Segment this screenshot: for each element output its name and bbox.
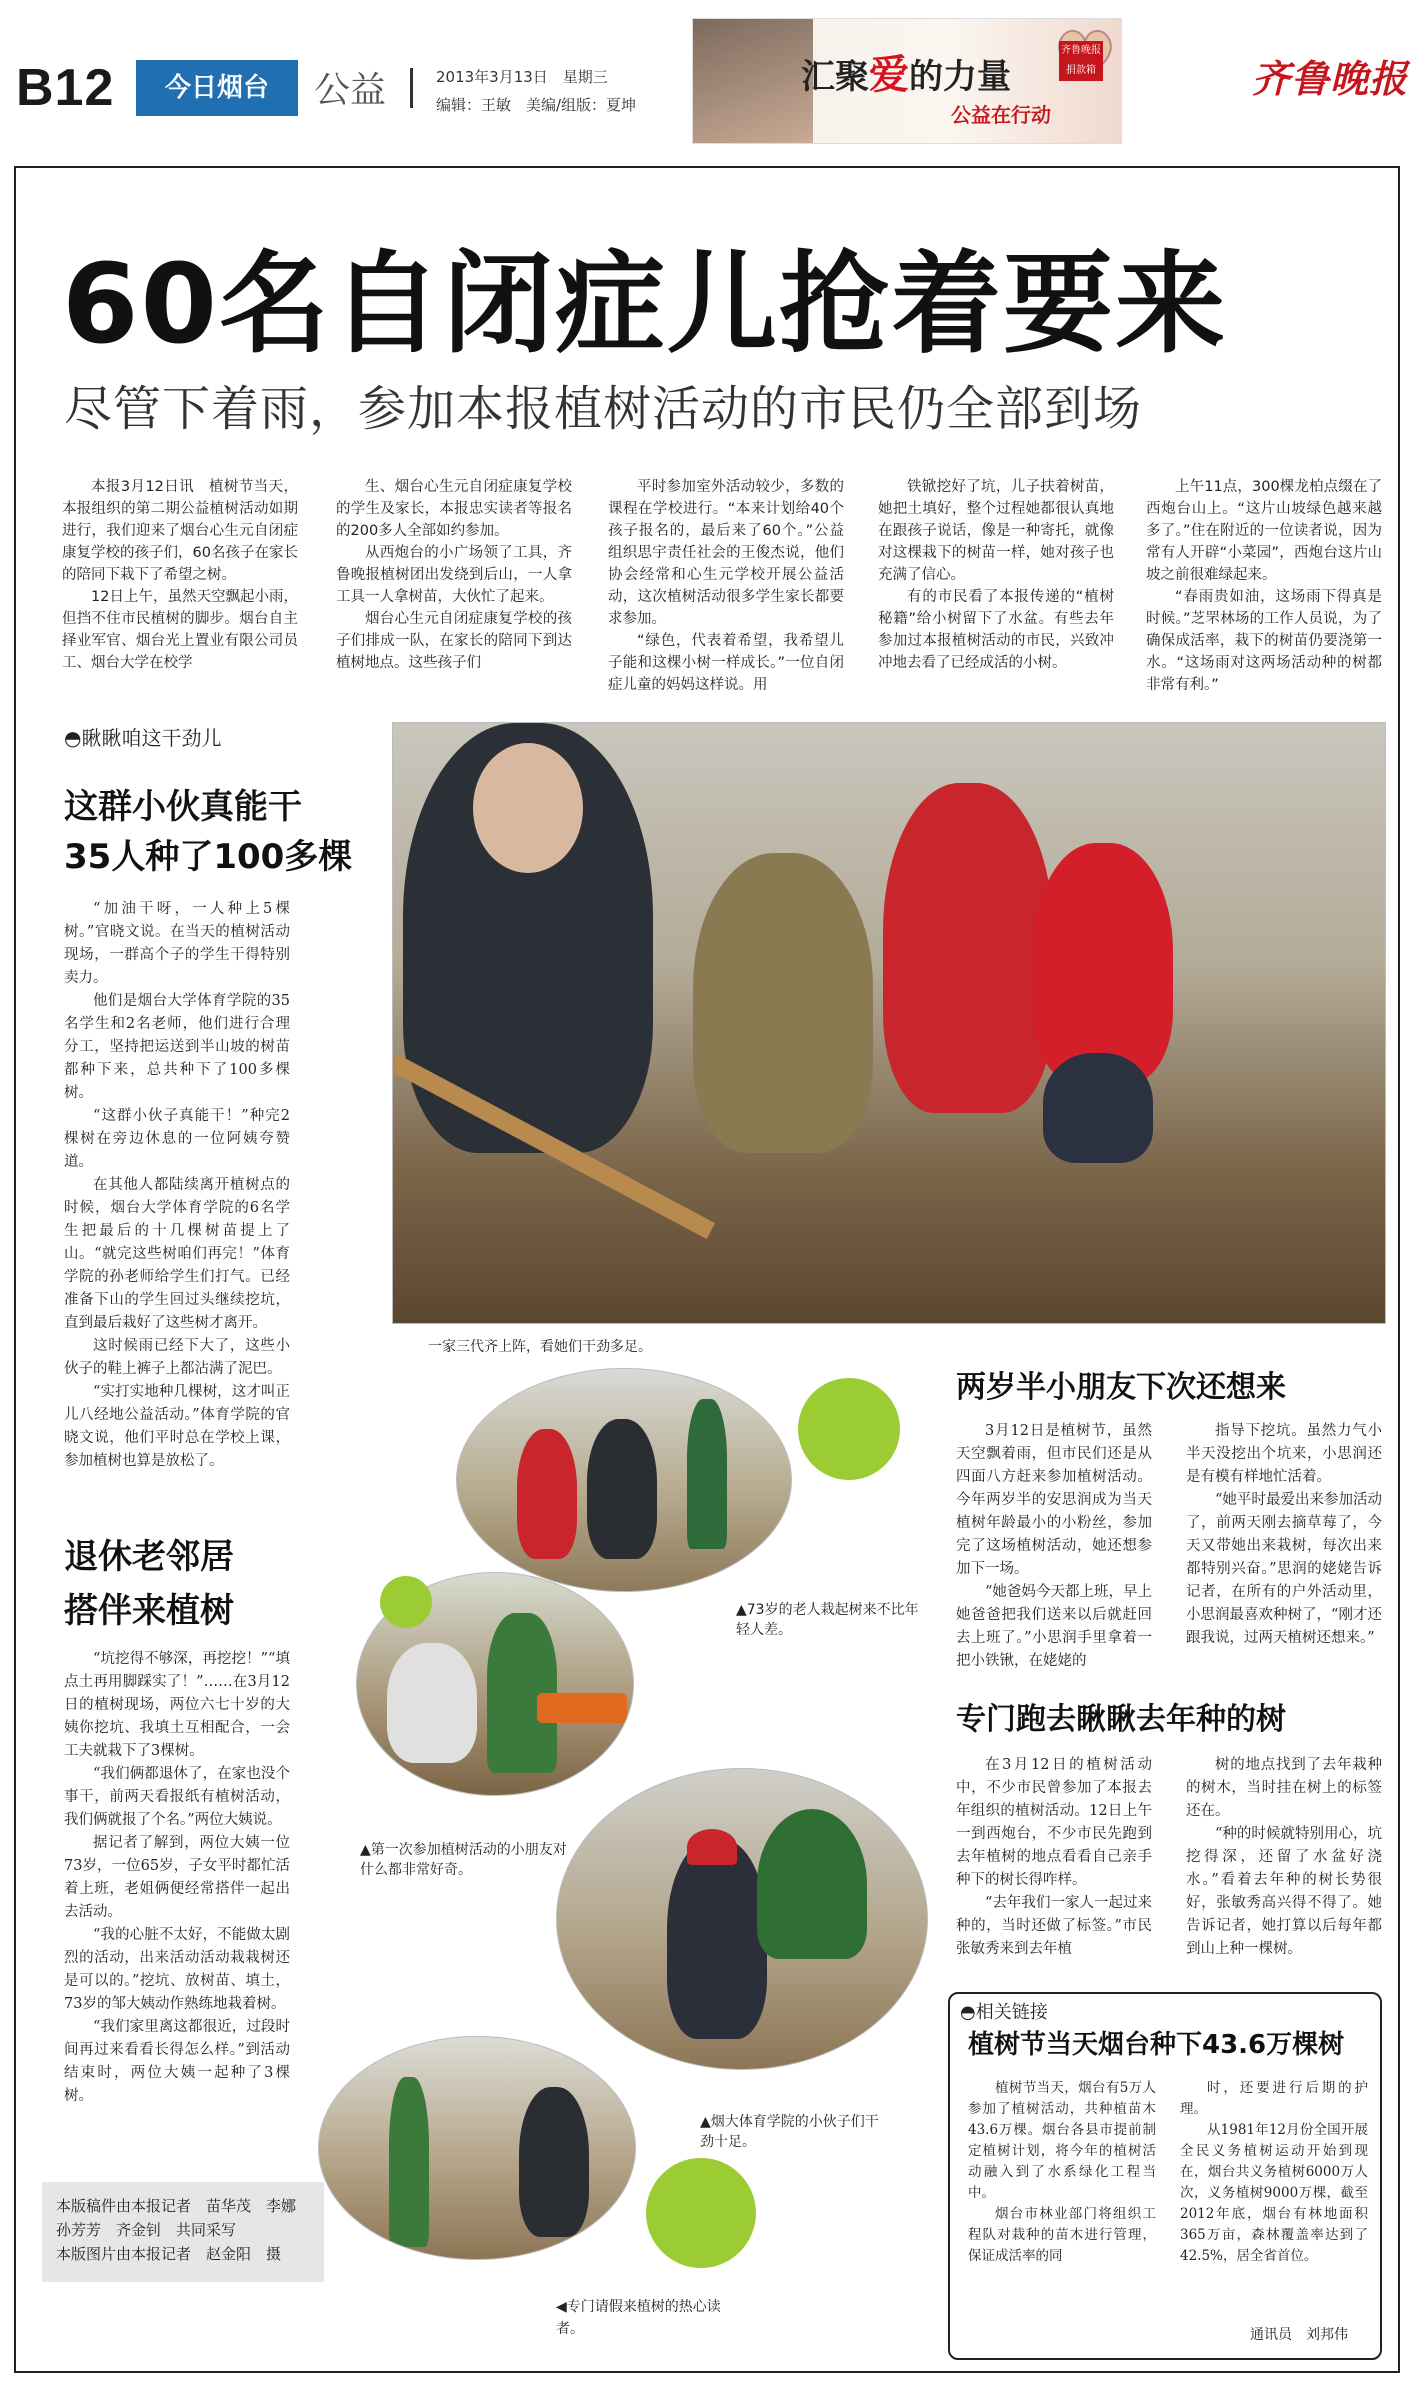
paragraph: “我们俩都退休了，在家也没个事干，前两天看报纸有植树活动，我们俩就报了个名。”两位大姨说。 xyxy=(64,1766,290,1828)
newspaper-logo: 齐鲁晚报 xyxy=(1252,56,1409,101)
caption-students: ▲烟大体育学院的小伙子们干劲十足。 xyxy=(700,2114,879,2150)
charity-banner xyxy=(692,18,1122,144)
intro-column-2 xyxy=(336,476,572,674)
paragraph: 从西炮台的小广场领了工具，齐鲁晚报植树团出发绕到后山，一人拿工具一人拿树苗，大伙忙了起来。 xyxy=(336,545,572,605)
photo-bucket xyxy=(537,1693,627,1723)
section-name: 公益 xyxy=(314,70,387,111)
paragraph: 指导下挖坑。虽然力气小半天没挖出个坑来，小思润还是有模有样地忙活着。 xyxy=(1186,1423,1382,1485)
paragraph: 烟台心生元自闭症康复学校的孩子们排成一队，在家长的陪同下到达植树地点。这些孩子们 xyxy=(336,611,572,671)
editor-line: 编辑：王敏 美编/组版：夏坤 xyxy=(436,96,637,114)
photo-cap xyxy=(687,1829,737,1865)
banner-title: 汇聚爱的力量 xyxy=(801,52,1011,98)
intro-column-3 xyxy=(608,476,844,696)
story-title-line-2: 35人种了100多棵 xyxy=(64,837,353,877)
paragraph: 在其他人都陆续离开植树点的时候，烟台大学体育学院的6名学生把最后的十几棵树苗提上了山。“就完这些树咱们再完！”体育学院的孙老师给学生们打气。已经准备下山的学生回过头继续挖坑，直到最后栽好了这些树才离开。 xyxy=(64,1177,290,1331)
paragraph: “加油干呀，一人种上5棵树。”官晓文说。在当天的植树活动现场，一群高个子的学生干得特别卖力。 xyxy=(64,901,290,986)
page-number: B12 xyxy=(16,59,115,117)
photo-figure xyxy=(587,1419,657,1559)
caption-main-photo: 一家三代齐上阵，看她们干劲多足。 xyxy=(428,1339,652,1355)
main-photo-family-planting xyxy=(392,722,1386,1324)
photo-figure xyxy=(693,853,873,1153)
section-tag: 今日烟台 xyxy=(136,60,298,116)
story-title: 专门跑去瞅瞅去年种的树 xyxy=(956,1702,1286,1737)
intro-column-5 xyxy=(1146,476,1382,696)
caption-elderly: ▲73岁的老人栽起树来不比年轻人差。 xyxy=(736,1602,919,1638)
photo-student-planting xyxy=(556,1768,928,2070)
paragraph: 铁锨挖好了坑，儿子扶着树苗，她把土填好，整个过程她都很认真地在跟孩子说话，像是一种寄托，就像对这棵栽下的树苗一样，她对孩子也充满了信心。 xyxy=(878,479,1114,583)
paragraph: “坑挖得不够深，再挖挖！”“填点土再用脚踩实了！”……在3月12日的植树现场，两位六七十岁的大姨你挖坑、我填土互相配合，一会工夫就栽下了3棵树。 xyxy=(64,1651,290,1759)
paragraph: “她爸妈今天都上班，早上她爸爸把我们送来以后就赶回去上班了。”小思润手里拿着一把小铁锹，在姥姥的 xyxy=(956,1584,1152,1669)
paragraph: 从1981年12月份全国开展全民义务植树运动开始到现在，烟台共义务植树6000万人次，义务植树9000万棵，截至2012年底，烟台有林地面积365万亩，森林覆盖率达到了42.5%，居全省首位。 xyxy=(1180,2122,1368,2264)
decorative-green-dot xyxy=(380,1576,432,1628)
paragraph: 有的市民看了本报传递的“植树秘籍”给小树留下了水盆。有些去年参加过本报植树活动的市民，兴致冲冲地去看了已经成活的小树。 xyxy=(878,589,1114,671)
subheadline: 尽管下着雨，参加本报植树活动的市民仍全部到场 xyxy=(64,381,1143,437)
paragraph: 据记者了解到，两位大姨一位73岁，一位65岁，子女平时都忙活着上班，老姐俩便经常搭伴一起出去活动。 xyxy=(64,1835,290,1920)
story-title-line-1: 退休老邻居 xyxy=(64,1537,234,1577)
photo-tree xyxy=(757,1809,867,1959)
paragraph: “去年我们一家人一起过来种的，当时还做了标签。”市民张敏秀来到去年植 xyxy=(956,1895,1152,1957)
donation-box: 齐鲁晚报 捐款箱 xyxy=(1059,41,1103,81)
caption-child: ▲第一次参加植树活动的小朋友对什么都非常好奇。 xyxy=(360,1842,567,1878)
photo-figure xyxy=(387,1643,477,1763)
paragraph: 本报3月12日讯 植树节当天，本报组织的第二期公益植树活动如期进行，我们迎来了烟台心生元自闭症康复学校的孩子们，60名孩子在家长的陪同下栽下了希望之树。 xyxy=(62,479,298,583)
photo-figure xyxy=(519,2087,589,2237)
photo-figure xyxy=(667,1839,767,2039)
paragraph: 生、烟台心生元自闭症康复学校的学生及家长，本报忠实读者等报名的200多人全部如约参加。 xyxy=(336,479,572,539)
related-link-byline: 通讯员 刘邦伟 xyxy=(1250,2327,1348,2343)
paragraph: 在3月12日的植树活动中，不少市民曾参加了本报去年组织的植树活动。12日上午一到西炮台，不少市民先跑到去年植树的地点看看自己亲手种下的树长得咋样。 xyxy=(956,1757,1152,1888)
related-link-col2 xyxy=(1180,2078,1368,2267)
decorative-green-dot xyxy=(646,2158,756,2268)
related-link-col1 xyxy=(968,2078,1156,2267)
banner-subtitle: 公益在行动 xyxy=(951,103,1051,127)
photo-figure xyxy=(517,1429,577,1559)
paragraph: 植树节当天，烟台有5万人参加了植树活动，共种植苗木43.6万棵。烟台各县市提前制定植树计划，将今年的植树活动融入到了水系绿化工程当中。 xyxy=(968,2080,1156,2201)
photo-figure xyxy=(1043,1053,1153,1163)
paragraph: 他们是烟台大学体育学院的35名学生和2名老师，他们进行合理分工，坚持把运送到半山坡的树苗都种下来，总共种下了100多棵树。 xyxy=(64,993,290,1101)
related-link-title: 植树节当天烟台种下43.6万棵树 xyxy=(968,2030,1345,2060)
paragraph: “绿色，代表着希望，我希望儿子能和这棵小树一样成长。”一位自闭症儿童的妈妈这样说。用 xyxy=(608,633,844,693)
banner-child-photo xyxy=(693,19,813,143)
story-toddler-col1 xyxy=(956,1420,1152,1673)
credits-writers: 本版稿件由本报记者 苗华茂 李娜 孙芳芳 齐金钊 共同采写 xyxy=(56,2197,312,2239)
paragraph: 烟台市林业部门将组织工程队对栽种的苗木进行管理，保证成活率的同 xyxy=(968,2206,1156,2264)
photo-figure xyxy=(473,743,583,873)
paragraph: 上午11点，300棵龙柏点缀在了西炮台山上。“这片山坡绿色越来越多了。”住在附近的一位读者说，因为常有人开辟“小菜园”，西炮台这片山坡之前很难绿起来。 xyxy=(1146,479,1382,583)
header-divider xyxy=(410,68,413,108)
photo-figure xyxy=(883,783,1053,1113)
paragraph: “她平时最爱出来参加活动了，前两天刚去摘草莓了，今天又带她出来栽树，每次出来都特别兴奋。”思润的姥姥告诉记者，在所有的户外活动里，小思润最喜欢种树了，“刚才还跟我说，过两天植树还想来。” xyxy=(1186,1492,1382,1646)
paragraph: “种的时候就特别用心，坑挖得深，还留了水盆好浇水。”看着去年种的树长势很好，张敏秀高兴得不得了。她告诉记者，她打算以后每年都到山上种一棵树。 xyxy=(1186,1826,1382,1957)
paragraph: 树的地点找到了去年栽种的树木，当时挂在树上的标签还在。 xyxy=(1186,1757,1382,1819)
headline: 60名自闭症儿抢着要来 xyxy=(62,240,1228,368)
section-kicker: ◓瞅瞅咱这干劲儿 xyxy=(64,726,222,750)
photo-tree xyxy=(389,2077,429,2247)
story-toddler-col2 xyxy=(1186,1420,1382,1650)
date-line: 2013年3月13日 星期三 xyxy=(436,68,608,86)
story-students xyxy=(64,898,290,1473)
decorative-green-dot xyxy=(798,1378,900,1480)
photo-reader-planting xyxy=(318,2036,636,2260)
paragraph: “我的心脏不太好，不能做太剧烈的活动，出来活动活动栽栽树还是可以的。”挖坑、放树苗、填土，73岁的邹大姨动作熟练地栽着树。 xyxy=(64,1927,290,2012)
paragraph: “这群小伙子真能干！”种完2棵树在旁边休息的一位阿姨夸赞道。 xyxy=(64,1108,290,1170)
intro-column-1 xyxy=(62,476,298,674)
paragraph: 时，还要进行后期的护理。 xyxy=(1180,2080,1368,2117)
story-title-line-1: 这群小伙真能干 xyxy=(64,787,302,827)
paragraph: 12日上午，虽然天空飘起小雨，但挡不住市民植树的脚步。烟台自主择业军官、烟台光上置业有限公司员工、烟台大学在校学 xyxy=(62,589,298,671)
related-link-tag: ◓相关链接 xyxy=(960,2002,1048,2023)
paragraph: 3月12日是植树节，虽然天空飘着雨，但市民们还是从四面八方赶来参加植树活动。今年两岁半的安思润成为当天植树年龄最小的小粉丝，参加完了这场植树活动，她还想参加下一场。 xyxy=(956,1423,1152,1577)
caption-reader: ◀专门请假来植树的热心读者。 xyxy=(556,2299,721,2337)
photo-tree xyxy=(687,1399,727,1549)
paragraph: “春雨贵如油，这场雨下得真是时候。”芝罘林场的工作人员说，为了确保成活率，栽下的树苗仍要浇第一水。“这场雨对这两场活动种的树都非常有利。” xyxy=(1146,589,1382,693)
credits-box xyxy=(42,2182,324,2282)
paragraph: 平时参加室外活动较少，多数的课程在学校进行。“本来计划给40个孩子报名的，最后来了60个。”公益组织思宇责任社会的王俊杰说，他们协会经常和心生元学校开展公益活动，这次植树活动很多学生家长都要求参加。 xyxy=(608,479,844,627)
story-title-line-2: 搭伴来植树 xyxy=(64,1591,234,1631)
paragraph: “实打实地种几棵树，这才叫正儿八经地公益活动。”体育学院的官晓文说，他们平时总在学校上课，参加植树也算是放松了。 xyxy=(64,1384,290,1469)
credits-photographer: 本版图片由本报记者 赵金阳 摄 xyxy=(56,2245,282,2263)
story-lastyear-col2 xyxy=(1186,1754,1382,1961)
paragraph: “我们家里离这都很近，过段时间再过来看看长得怎么样。”到活动结束时，两位大姨一起种了3棵树。 xyxy=(64,2019,290,2104)
photo-figure xyxy=(1033,843,1173,1083)
photo-elderly-women xyxy=(456,1368,792,1592)
paragraph: 这时候雨已经下大了，这些小伙子的鞋上裤子上都沾满了泥巴。 xyxy=(64,1338,290,1377)
story-retirees xyxy=(64,1648,290,2108)
story-title: 两岁半小朋友下次还想来 xyxy=(956,1370,1286,1405)
intro-column-4 xyxy=(878,476,1114,674)
story-lastyear-col1 xyxy=(956,1754,1152,1961)
